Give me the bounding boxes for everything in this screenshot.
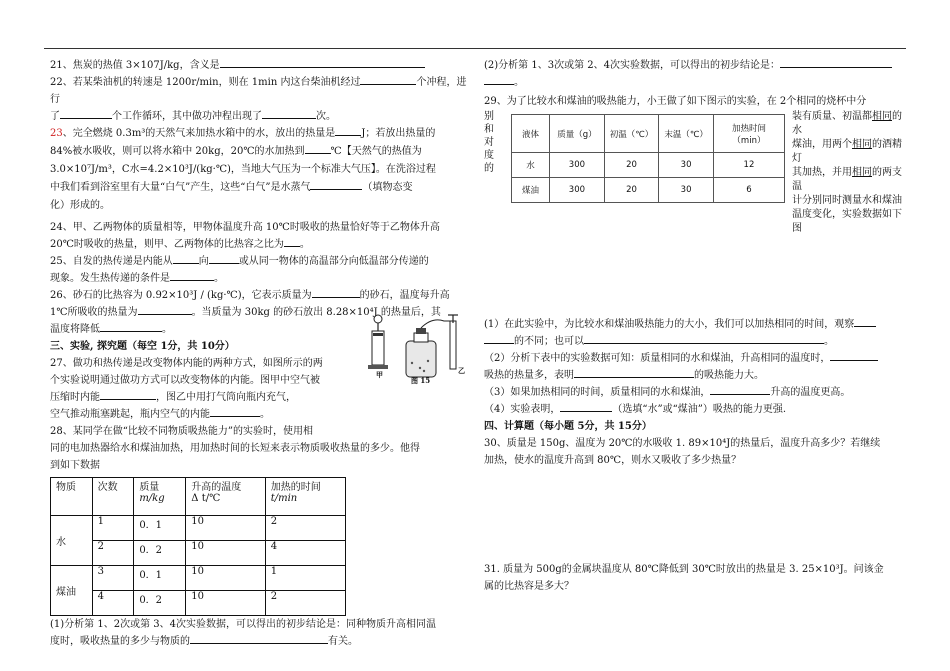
q24-text-c: 。 bbox=[299, 239, 310, 250]
q28-text-b: 同的电加热器给水和煤油加热，用加热时间的长短来表示物质吸收热量的多少。他得 bbox=[50, 443, 420, 454]
question-29-sub4 bbox=[484, 401, 904, 418]
table-cell: 30 bbox=[659, 153, 714, 178]
q21-text: 21、焦炭的热值 3×107J/kg，含义是 bbox=[50, 60, 220, 71]
q29-text-e: 吸热的热量多，表明 bbox=[484, 370, 574, 381]
table-cell: 2 bbox=[265, 591, 345, 616]
q29-text-d: （2）分析下表中的实验数据可知：质量相同的水和煤油，升高相同的温度时， bbox=[484, 353, 831, 364]
q29-r1-underlined: 相同 bbox=[872, 111, 892, 122]
q23-text-c: 84%被水吸收，则可以将水箱中 20kg，20℃的水加热到 bbox=[50, 146, 305, 157]
th-heat-time bbox=[713, 115, 784, 153]
q29-blank-6[interactable] bbox=[710, 384, 770, 395]
table-row bbox=[51, 566, 346, 591]
q26-blank-3[interactable] bbox=[100, 321, 162, 332]
table-cell: 300 bbox=[550, 153, 605, 178]
q24-blank[interactable] bbox=[284, 236, 300, 247]
q29-r2-text-b: 的酒精灯 bbox=[792, 139, 902, 164]
table-cell: 3 bbox=[92, 566, 134, 591]
q29-line-5: 温度变化，实验数据如下图 bbox=[792, 209, 902, 234]
q22-text-a: 22、若某柴油机的转速是 1200r/min，则在 1min 内这台柴油机经过 bbox=[50, 77, 361, 88]
group-water: 水 bbox=[51, 516, 93, 566]
figure-caption: 图 15 bbox=[411, 376, 431, 385]
table-cell: 20 bbox=[604, 153, 659, 178]
table-cell: 0．2 bbox=[134, 591, 186, 616]
figure-label-b: 乙 bbox=[458, 366, 465, 375]
q29-r3-text-b: 的两支温 bbox=[792, 167, 902, 192]
q29-line-2 bbox=[792, 138, 904, 166]
group-oil: 煤油 bbox=[51, 566, 93, 616]
table-row bbox=[512, 153, 785, 178]
q28-text-c: 到如下数据 bbox=[50, 460, 100, 471]
q27-text-a: 27、做功和热传递是改变物体内能的两种方式，如图所示的两 bbox=[50, 358, 323, 369]
q29-r2-underlined: 相同 bbox=[852, 139, 872, 150]
q22-text-c: 了 bbox=[50, 111, 60, 122]
q28-text-a: 28、某同学在做“比较不同物质吸热能力”的实验时，使用相 bbox=[50, 426, 313, 437]
question-31 bbox=[484, 561, 904, 595]
q25-text-d: 现象。发生热传递的条件是 bbox=[50, 273, 170, 284]
question-29-sub1 bbox=[484, 316, 904, 350]
q26-text-c: 1℃所吸收的热量为 bbox=[50, 307, 138, 318]
figure-label-a: 甲 bbox=[376, 370, 383, 379]
side-char: 对 bbox=[484, 137, 494, 148]
question-23 bbox=[50, 125, 470, 215]
th-liquid: 液体 bbox=[512, 115, 550, 153]
answer-space-30 bbox=[484, 469, 904, 561]
q30-text-b: 加热，使水的温度升高到 80℃，则水又吸收了多少热量？ bbox=[484, 455, 742, 466]
table-cell: 12 bbox=[713, 153, 784, 178]
q23-text-h: 化）形成的。 bbox=[50, 200, 110, 211]
th-temp-rise-unit: Δ t/℃ bbox=[191, 493, 221, 504]
q23-text-d: ℃【天然气的热值为 bbox=[330, 146, 422, 157]
q26-text-b: 的砂石，温度每升高 bbox=[359, 290, 450, 301]
th-mass-unit: m/kg bbox=[139, 493, 165, 504]
th-mass-label: 质量 bbox=[139, 482, 160, 493]
q23-text-b: J；若放出热量的 bbox=[361, 128, 436, 139]
q29-text-c: 。 bbox=[824, 336, 834, 347]
q22-blank-1[interactable] bbox=[360, 74, 416, 85]
table-cell: 10 bbox=[186, 541, 265, 566]
q27-blank-1[interactable] bbox=[100, 389, 156, 400]
q29-line-4: 计分别同时测量水和煤油 bbox=[792, 195, 902, 206]
q29-r3-underlined: 相同 bbox=[852, 167, 872, 178]
th-mass bbox=[134, 478, 186, 516]
q22-text-d: 个工作循环，其中做功冲程出现了 bbox=[112, 111, 262, 122]
q29-blank-7[interactable] bbox=[560, 401, 612, 412]
question-29-intro: 29、为了比较水和煤油的吸热能力，小王做了如下图示的实验，在 2个相同的烧杯中分 bbox=[484, 96, 867, 107]
side-char: 度 bbox=[484, 150, 494, 161]
side-char: 的 bbox=[484, 163, 494, 174]
table-cell: 30 bbox=[659, 178, 714, 203]
q26-text-d: 。当质量为 30kg 的砂石放出 8.28×10⁴J 的热量后，其 bbox=[191, 307, 441, 318]
q23-text-e: 3.0×10⁷J/m³，C水=4.2×10³J/(kg·℃)，当地大气压为一个标准大气压】。在洗浴过程 bbox=[50, 164, 436, 175]
q27-text-b: 个实验说明通过做功方式可以改变物体的内能。图甲中空气被 bbox=[50, 375, 320, 386]
question-27 bbox=[50, 355, 370, 423]
question-25 bbox=[50, 253, 470, 287]
table-cell: 10 bbox=[186, 591, 265, 616]
r1-text-a: (2)分析第 1、3次或第 2、4次实验数据，可以得出的初步结论是： bbox=[484, 60, 780, 71]
section-4-heading: 四、计算题（每小题 5分，共 15分） bbox=[484, 421, 652, 432]
q22-blank-3[interactable] bbox=[262, 108, 316, 119]
table-row bbox=[51, 541, 346, 566]
table-cell: 300 bbox=[550, 178, 605, 203]
bottle-pump-icon bbox=[406, 315, 458, 377]
q26-text-e: 温度将降低 bbox=[50, 324, 100, 335]
r1-text-b: 。 bbox=[514, 77, 524, 88]
q21-blank[interactable] bbox=[220, 57, 425, 68]
q29-r1-text-b: 的水 bbox=[792, 111, 902, 136]
q29-blank-4[interactable] bbox=[830, 350, 878, 361]
r1-blank-1[interactable] bbox=[780, 57, 892, 68]
q29-text-g: （3）如果加热相同的时间，质量相同的水和煤油， bbox=[484, 387, 711, 398]
section-3-heading: 三、实验, 探究题（每空 1分，共 10分） bbox=[50, 341, 235, 352]
q29-side-paragraph bbox=[792, 110, 904, 236]
th-heat-time-label: 加热的时间 bbox=[270, 482, 321, 493]
q29-blank-5[interactable] bbox=[574, 367, 694, 378]
th-temp-rise-label: 升高的温度 bbox=[191, 482, 242, 493]
th-trial bbox=[92, 478, 134, 516]
q29-text-i: （4）实验表明， bbox=[484, 404, 561, 415]
table-cell: 10 bbox=[186, 566, 265, 591]
question-21 bbox=[50, 57, 470, 74]
q29-r2-text: 煤油，用两个 bbox=[792, 139, 852, 150]
q25-blank-1[interactable] bbox=[173, 253, 199, 264]
q29-blank-3[interactable] bbox=[584, 333, 824, 344]
side-char: 和 bbox=[484, 124, 494, 135]
q27-blank-2[interactable] bbox=[210, 406, 260, 417]
q29-r1-text: 装有质量、初温都 bbox=[792, 111, 872, 122]
table-cell: 20 bbox=[604, 178, 659, 203]
th-heat-time-unit: t/min bbox=[270, 493, 298, 504]
question-29-sub3 bbox=[484, 384, 904, 401]
th-initial-temp: 初温（℃） bbox=[604, 115, 659, 153]
table-cell: 4 bbox=[92, 591, 134, 616]
side-char: 别 bbox=[484, 111, 494, 122]
table-cell: 2 bbox=[265, 516, 345, 541]
th-mass: 质量（g） bbox=[550, 115, 605, 153]
question-29-figure-block bbox=[484, 110, 904, 234]
q29-text-h: 升高的温度更高。 bbox=[770, 387, 851, 398]
q25-blank-3[interactable] bbox=[170, 270, 214, 281]
table-cell: 1 bbox=[92, 516, 134, 541]
q31-text-a: 31. 质量为 500g的金属块温度从 80℃降低到 30℃时放出的热量是 3. 25×10³J。问该金 bbox=[484, 564, 884, 575]
q26-text-a: 26、砂石的比热容为 0.92×10³J / (kg·℃)，它表示质量为 bbox=[50, 290, 312, 301]
table-row bbox=[51, 591, 346, 616]
th-heat-time bbox=[265, 478, 345, 516]
q25-text-b: 向 bbox=[198, 256, 209, 267]
q27-text-f: 。 bbox=[260, 409, 270, 420]
q26-blank-2[interactable] bbox=[138, 304, 192, 315]
q31-text-b: 属的比热容是多大？ bbox=[484, 581, 574, 592]
th-heat-time-unit: （min） bbox=[732, 135, 766, 146]
th-final-temp: 末温（℃） bbox=[659, 115, 714, 153]
question-30 bbox=[484, 435, 904, 469]
q29-text-b: (1）在此实验中，为比较水和煤油吸热能力的大小，我们可以加热相同的时间，观察 bbox=[484, 319, 855, 330]
question-29-sub2 bbox=[484, 350, 904, 384]
q29-blank-1[interactable] bbox=[854, 316, 876, 327]
compression-cylinder-icon bbox=[368, 315, 388, 369]
q28-text-d: (1)分析第 1、2次或第 3、4次实验数据，可以得出的初步结论是：同种物质升高相同温 bbox=[50, 619, 436, 630]
q25-text-a: 25、自发的热传递是内能从 bbox=[50, 256, 173, 267]
q26-text-f: 。 bbox=[162, 324, 172, 335]
right-column bbox=[484, 50, 904, 595]
q27-text-d: ，图乙中用打气筒向瓶内充气， bbox=[156, 392, 296, 403]
question-28-sub1 bbox=[50, 616, 470, 650]
th-heat-time-label: 加热时间 bbox=[731, 123, 766, 134]
table-cell: 4 bbox=[265, 541, 345, 566]
q23-blank-2[interactable] bbox=[305, 143, 331, 154]
table-cell: 水 bbox=[512, 153, 550, 178]
q23-blank-3[interactable] bbox=[310, 179, 362, 190]
data-table-q29 bbox=[511, 114, 785, 203]
th-substance-label: 物质 bbox=[56, 482, 76, 493]
question-24 bbox=[50, 219, 470, 253]
top-rule bbox=[44, 48, 906, 49]
th-trial-label: 次数 bbox=[97, 482, 118, 493]
q26-blank-1[interactable] bbox=[312, 287, 360, 298]
table-cell: 1 bbox=[265, 566, 345, 591]
q29-text-of: 的不同；也可以 bbox=[514, 336, 584, 347]
q24-text-a: 24、甲、乙两物体的质量相等，甲物体温度升高 10℃时吸收的热量恰好等于乙物体升高 bbox=[50, 222, 440, 233]
q28-text-f: 有关。 bbox=[328, 636, 358, 647]
q28-text-e: 度时，吸收热量的多少与物质的 bbox=[50, 636, 190, 647]
q23-number: 23 bbox=[50, 128, 63, 139]
table-row bbox=[512, 178, 785, 203]
q29-blank-2[interactable] bbox=[484, 333, 514, 344]
q25-blank-2[interactable] bbox=[209, 253, 239, 264]
q23-text-a: 、完全燃烧 0.3m³的天然气来加热水箱中的水，放出的热量是 bbox=[62, 128, 336, 139]
table-cell: 2 bbox=[92, 541, 134, 566]
table-row bbox=[51, 516, 346, 541]
table-cell: 0．1 bbox=[134, 516, 186, 541]
data-table-q28 bbox=[50, 477, 346, 616]
q29-text-j: （选填“水”或“煤油”）吸热的能力更强. bbox=[612, 404, 787, 415]
question-28-sub2 bbox=[484, 57, 904, 91]
q29-r3-text: 其加热，并用 bbox=[792, 167, 852, 178]
q29-line-1 bbox=[792, 110, 904, 138]
q22-text-e: 次。 bbox=[316, 111, 336, 122]
q23-blank-1[interactable] bbox=[335, 125, 361, 136]
q27-text-c: 压缩时内能 bbox=[50, 392, 100, 403]
q25-text-c: 或从同一物体的高温部分向低温部分传递的 bbox=[238, 256, 429, 267]
r1-blank-2[interactable] bbox=[484, 74, 514, 85]
q25-text-e: 。 bbox=[214, 273, 224, 284]
table-cell: 0．1 bbox=[134, 566, 186, 591]
th-temp-rise bbox=[186, 478, 265, 516]
table-cell: 10 bbox=[186, 516, 265, 541]
q27-text-e: 空气推动瓶塞跳起，瓶内空气的内能 bbox=[50, 409, 210, 420]
q22-text-b: 个冲程，进行 bbox=[50, 77, 467, 105]
question-28 bbox=[50, 423, 470, 474]
th-substance bbox=[51, 478, 93, 516]
q23-text-f: 中我们看到浴室里有大量“白气”产生，这些“白气”是水蒸气 bbox=[50, 182, 311, 193]
q23-text-g: （填物态变 bbox=[362, 182, 413, 193]
q30-text-a: 30、质量是 150g、温度为 20℃的水吸收 1. 89×10⁴J的热量后，温度升高多少？若继续 bbox=[484, 438, 881, 449]
q22-blank-2[interactable] bbox=[60, 108, 112, 119]
table-cell: 煤油 bbox=[512, 178, 550, 203]
q28-blank[interactable] bbox=[190, 633, 328, 644]
table-cell: 6 bbox=[713, 178, 784, 203]
question-22 bbox=[50, 74, 470, 125]
table-cell: 0．2 bbox=[134, 541, 186, 566]
q24-text-b: 20℃时吸收的热量，则甲、乙两物体的比热容之比为 bbox=[50, 239, 284, 250]
q29-side-text bbox=[484, 110, 494, 175]
q29-text-f: 的吸热能力大。 bbox=[694, 370, 764, 381]
q29-line-3 bbox=[792, 166, 904, 194]
